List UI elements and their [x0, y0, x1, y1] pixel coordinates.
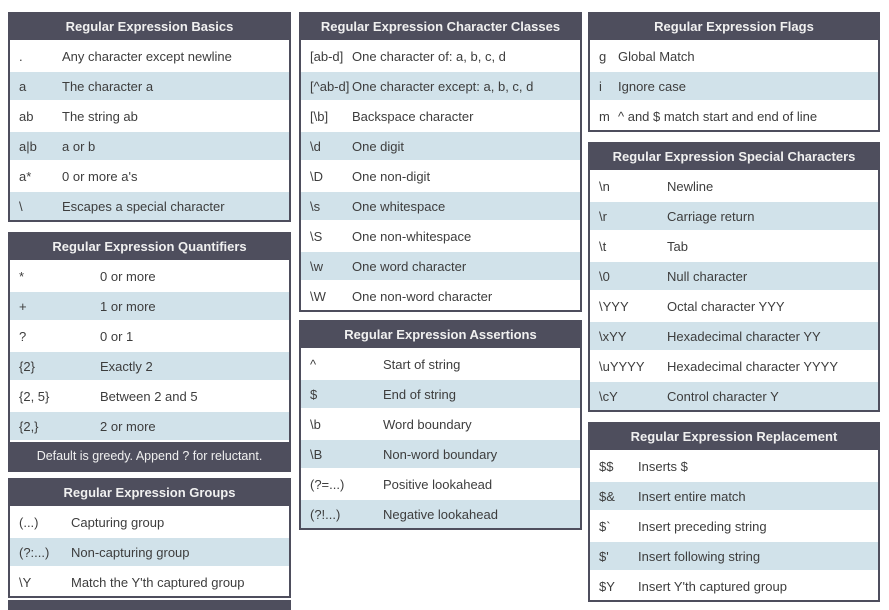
- description-cell: One non-whitespace: [352, 228, 472, 244]
- pattern-cell: \uYYYY: [599, 358, 645, 374]
- table-row: [10, 410, 289, 440]
- table-row: [590, 540, 878, 570]
- pattern-cell: $$: [599, 458, 614, 474]
- pattern-cell: a|b: [19, 138, 37, 154]
- description-cell: Global Match: [618, 48, 695, 64]
- description-cell: Ignore case: [618, 78, 686, 94]
- table-flags: [588, 12, 880, 132]
- pattern-cell: {2}: [19, 358, 35, 374]
- table-header: Regular Expression Assertions: [301, 322, 580, 348]
- table-row: [590, 510, 878, 540]
- description-cell: Word boundary: [383, 416, 472, 432]
- table-row: [590, 480, 878, 510]
- pattern-cell: \t: [599, 238, 607, 254]
- pattern-cell: $`: [599, 518, 611, 534]
- pattern-cell: \b: [310, 416, 321, 432]
- description-cell: Insert Y'th captured group: [638, 578, 787, 594]
- table-special-characters: [588, 142, 880, 412]
- description-cell: Match the Y'th captured group: [71, 574, 245, 590]
- pattern-cell: \Y: [19, 574, 32, 590]
- pattern-cell: [\b]: [310, 108, 329, 124]
- description-cell: Hexadecimal character YYYY: [667, 358, 839, 374]
- table-row: [10, 290, 289, 320]
- table-header: Regular Expression Quantifiers: [10, 234, 289, 260]
- table-replacement: [588, 422, 880, 602]
- table-row: [10, 350, 289, 380]
- pattern-cell: \S: [310, 228, 323, 244]
- table-row: [301, 498, 580, 528]
- description-cell: Escapes a special character: [62, 198, 225, 214]
- table-row: [590, 200, 878, 230]
- pattern-cell: a*: [19, 168, 32, 184]
- table-row: [590, 350, 878, 380]
- table-row: [590, 40, 878, 70]
- pattern-cell: ?: [19, 328, 27, 344]
- description-cell: One whitespace: [352, 198, 446, 214]
- description-cell: Tab: [667, 238, 688, 254]
- table-row: [301, 280, 580, 310]
- pattern-cell: (?=...): [310, 476, 345, 492]
- description-cell: Octal character YYY: [667, 298, 785, 314]
- pattern-cell: \W: [310, 288, 326, 304]
- description-cell: a or b: [62, 138, 96, 154]
- table-header: Regular Expression Replacement: [590, 424, 878, 450]
- table-header: Regular Expression Groups: [10, 480, 289, 506]
- table-row: [10, 70, 289, 100]
- description-cell: Insert preceding string: [638, 518, 767, 534]
- table-row: [301, 100, 580, 130]
- pattern-cell: \r: [599, 208, 607, 224]
- description-cell: Newline: [667, 178, 714, 194]
- pattern-cell: \B: [310, 446, 323, 462]
- description-cell: Inserts $: [638, 458, 688, 474]
- description-cell: One non-digit: [352, 168, 431, 184]
- description-cell: Any character except newline: [62, 48, 232, 64]
- description-cell: End of string: [383, 386, 456, 402]
- description-cell: Exactly 2: [100, 358, 153, 374]
- description-cell: Insert following string: [638, 548, 761, 564]
- pattern-cell: [ab-d]: [310, 48, 344, 64]
- table-row: [301, 348, 580, 378]
- table-row: [590, 570, 878, 600]
- table-row: [301, 468, 580, 498]
- table-row: [590, 70, 878, 100]
- table-row: [10, 536, 289, 566]
- description-cell: Positive lookahead: [383, 476, 493, 492]
- description-cell: 0 or more: [100, 268, 156, 284]
- table-character-classes: [299, 12, 582, 312]
- pattern-cell: (?:...): [19, 544, 50, 560]
- description-cell: One word character: [352, 258, 467, 274]
- description-cell: One character of: a, b, c, d: [352, 48, 506, 64]
- table-quantifiers: [8, 232, 291, 472]
- table-row: [10, 130, 289, 160]
- pattern-cell: \w: [310, 258, 323, 274]
- table-row: [590, 290, 878, 320]
- table-row: [10, 320, 289, 350]
- table-header: Regular Expression Character Classes: [301, 14, 580, 40]
- table-row: [301, 250, 580, 280]
- description-cell: Capturing group: [71, 514, 165, 530]
- table-basics: [8, 12, 291, 222]
- description-cell: Between 2 and 5: [100, 388, 198, 404]
- pattern-cell: \YYY: [599, 298, 629, 314]
- pattern-cell: +: [19, 298, 27, 314]
- table-assertions: [299, 320, 582, 530]
- table-row: [590, 260, 878, 290]
- pattern-cell: \n: [599, 178, 610, 194]
- table-row: [301, 160, 580, 190]
- table-row: [10, 100, 289, 130]
- description-cell: Insert entire match: [638, 488, 746, 504]
- table-row: [590, 450, 878, 480]
- pattern-cell: g: [599, 48, 607, 64]
- table-row: [10, 380, 289, 410]
- pattern-cell: ab: [19, 108, 34, 124]
- table-row: [10, 190, 289, 220]
- pattern-cell: $Y: [599, 578, 615, 594]
- description-cell: One digit: [352, 138, 405, 154]
- table-row: [301, 130, 580, 160]
- description-cell: Start of string: [383, 356, 461, 372]
- table-header: Regular Expression Flags: [590, 14, 878, 40]
- pattern-cell: \: [19, 198, 23, 214]
- table-header: Regular Expression Basics: [10, 14, 289, 40]
- table-row: [10, 260, 289, 290]
- pattern-cell: (...): [19, 514, 39, 530]
- pattern-cell: \cY: [599, 388, 618, 404]
- pattern-cell: \0: [599, 268, 610, 284]
- pattern-cell: i: [599, 78, 602, 94]
- table-row: [10, 506, 289, 536]
- table-header: Regular Expression Special Characters: [590, 144, 878, 170]
- table-row: [10, 160, 289, 190]
- pattern-cell: \d: [310, 138, 321, 154]
- partial-next-table-header-bar: [8, 600, 291, 610]
- table-row: [301, 378, 580, 408]
- pattern-cell: {2,}: [19, 418, 39, 434]
- table-row: [10, 566, 289, 596]
- table-groups: [8, 478, 291, 598]
- pattern-cell: *: [19, 268, 25, 284]
- table-row: [301, 438, 580, 468]
- pattern-cell: {2, 5}: [19, 388, 50, 404]
- table-row: [590, 170, 878, 200]
- pattern-cell: a: [19, 78, 27, 94]
- table-row: [301, 70, 580, 100]
- pattern-cell: .: [19, 48, 23, 64]
- table-row: [590, 320, 878, 350]
- description-cell: Null character: [667, 268, 748, 284]
- pattern-cell: ^: [310, 356, 317, 372]
- description-cell: One non-word character: [352, 288, 493, 304]
- description-cell: Backspace character: [352, 108, 474, 124]
- description-cell: 0 or 1: [100, 328, 134, 344]
- description-cell: One character except: a, b, c, d: [352, 78, 534, 94]
- description-cell: 1 or more: [100, 298, 156, 314]
- table-row: [590, 380, 878, 410]
- description-cell: Non-word boundary: [383, 446, 498, 462]
- table-row: [590, 100, 878, 130]
- description-cell: 2 or more: [100, 418, 156, 434]
- description-cell: Hexadecimal character YY: [667, 328, 821, 344]
- table-row: [10, 40, 289, 70]
- description-cell: 0 or more a's: [62, 168, 138, 184]
- description-cell: Carriage return: [667, 208, 755, 224]
- pattern-cell: $&: [599, 488, 615, 504]
- pattern-cell: $: [310, 386, 318, 402]
- description-cell: Non-capturing group: [71, 544, 190, 560]
- description-cell: ^ and $ match start and end of line: [618, 108, 818, 124]
- pattern-cell: \D: [310, 168, 323, 184]
- table-row: [301, 220, 580, 250]
- table-row: [301, 190, 580, 220]
- description-cell: Control character Y: [667, 388, 779, 404]
- description-cell: The character a: [62, 78, 154, 94]
- table-row: [301, 408, 580, 438]
- pattern-cell: m: [599, 108, 610, 124]
- table-row: [590, 230, 878, 260]
- table-row: [301, 40, 580, 70]
- description-cell: The string ab: [62, 108, 138, 124]
- pattern-cell: \s: [310, 198, 321, 214]
- pattern-cell: (?!...): [310, 506, 341, 522]
- table-footer-note: Default is greedy. Append ? for reluctant.: [10, 440, 289, 470]
- description-cell: Negative lookahead: [383, 506, 498, 522]
- pattern-cell: [^ab-d]: [310, 78, 350, 94]
- pattern-cell: $': [599, 548, 609, 564]
- pattern-cell: \xYY: [599, 328, 627, 344]
